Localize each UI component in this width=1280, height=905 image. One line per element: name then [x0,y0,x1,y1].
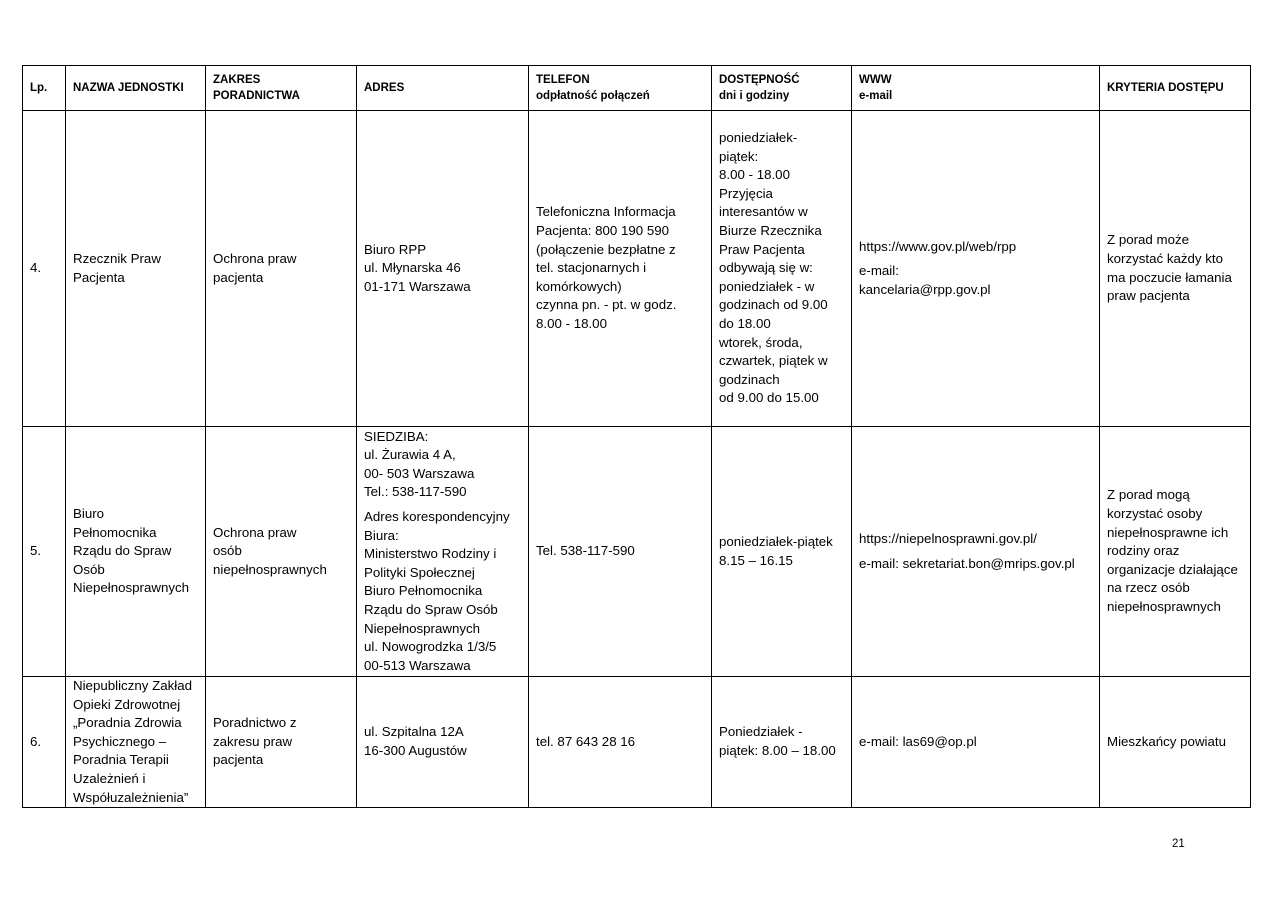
cell-access-criteria: Z porad może korzystać każdy kto ma poczucie łamania praw pacjenta [1100,111,1251,427]
cell-phone: Telefoniczna Informacja Pacjenta: 800 190 590 (połączenie bezpłatne z tel. stacjonarnych i komórkowych) czynna pn. - pt. w godz. 8.00 - 18.00 [529,111,712,427]
header-unit-name: NAZWA JEDNOSTKI [66,66,206,111]
cell-www-email [852,111,1100,427]
cell-lp: 4. [23,111,66,427]
header-row [23,66,1251,111]
header-availability: DOSTĘPNOŚĆ dni i godziny [712,66,852,111]
table-row [23,677,1251,808]
header-lp: Lp. [23,66,66,111]
email-link[interactable]: e-mail: kancelaria@rpp.gov.pl [859,263,991,297]
cell-www-email [852,677,1100,808]
email-link[interactable]: e-mail: sekretariat.bon@mrips.gov.pl [859,555,1075,571]
cell-address: Biuro RPP ul. Młynarska 46 01-171 Warszawa [357,111,529,427]
website-link[interactable]: https://niepelnosprawni.gov.pl/ [859,530,1037,546]
cell-access-criteria: Mieszkańcy powiatu [1100,677,1251,808]
cell-phone: Tel. 538-117-590 [529,427,712,677]
header-counseling-scope: ZAKRES PORADNICTWA [206,66,357,111]
counseling-units-table [22,65,1251,808]
header-www-email: WWW e-mail [852,66,1100,111]
email-link[interactable]: e-mail: las69@op.pl [859,733,977,749]
cell-unit-name: Niepubliczny Zakład Opieki Zdrowotnej „Poradnia Zdrowia Psychicznego – Poradnia Terapii Uzależnień i Współuzależnienia” [66,677,206,808]
address-correspondence: Adres korespondencyjny Biura: Ministerstwo Rodziny i Polityki Społecznej Biuro Pełnomocnika Rządu do Spraw Osób Niepełnosprawnych ul. Nowogrodzka 1/3/5 00-513 Warszawa [364,509,510,673]
cell-availability: poniedziałek- piątek: 8.00 - 18.00 Przyjęcia interesantów w Biurze Rzecznika Praw Pacjenta odbywają się w: poniedziałek - w godzinach od 9.00 do 18.00 wtorek, środa, czwartek, piątek w godzinach od 9.00 do 15.00 [712,111,852,427]
page-number: 21 [1172,838,1185,850]
cell-phone: tel. 87 643 28 16 [529,677,712,808]
cell-address [357,427,529,677]
cell-counseling-scope: Ochrona praw osób niepełnosprawnych [206,427,357,677]
cell-www-email [852,427,1100,677]
website-link[interactable]: https://www.gov.pl/web/rpp [859,238,1017,254]
table-row [23,427,1251,677]
cell-unit-name: Biuro Pełnomocnika Rządu do Spraw Osób Niepełnosprawnych [66,427,206,677]
cell-counseling-scope: Poradnictwo z zakresu praw pacjenta [206,677,357,808]
header-phone: TELEFON odpłatność połączeń [529,66,712,111]
address-headquarters: SIEDZIBA: ul. Żurawia 4 A, 00- 503 Warszawa Tel.: 538-117-590 [364,428,475,500]
header-address: ADRES [357,66,529,111]
cell-lp: 5. [23,427,66,677]
cell-counseling-scope: Ochrona praw pacjenta [206,111,357,427]
cell-availability: Poniedziałek - piątek: 8.00 – 18.00 [712,677,852,808]
header-access-criteria: KRYTERIA DOSTĘPU [1100,66,1251,111]
table-row [23,111,1251,427]
cell-unit-name: Rzecznik Praw Pacjenta [66,111,206,427]
cell-address: ul. Szpitalna 12A 16-300 Augustów [357,677,529,808]
cell-availability: poniedziałek-piątek 8.15 – 16.15 [712,427,852,677]
cell-access-criteria: Z porad mogą korzystać osoby niepełnosprawne ich rodziny oraz organizacje działające na rzecz osób niepełnosprawnych [1100,427,1251,677]
cell-lp: 6. [23,677,66,808]
